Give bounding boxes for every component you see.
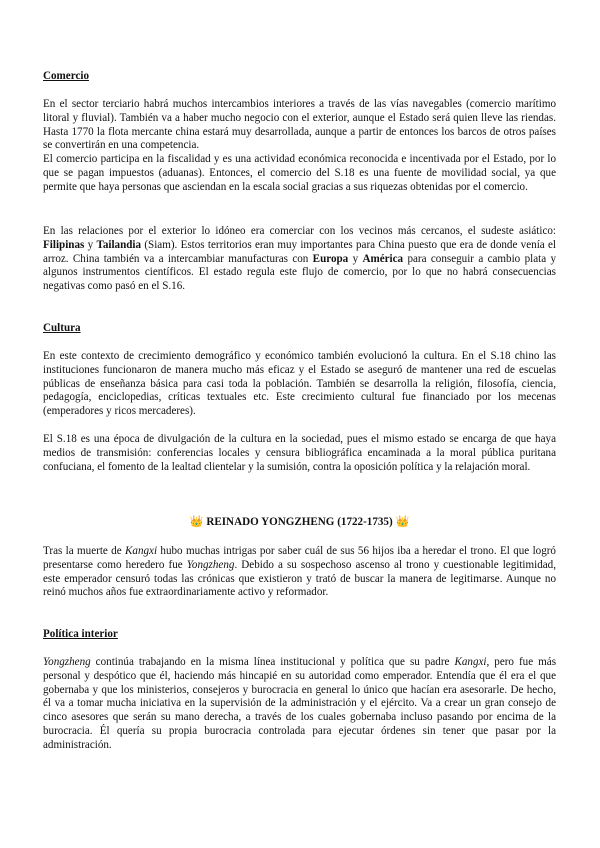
section-cultura-p2: [43, 433, 556, 474]
italic-name: Yongzheng: [186, 558, 235, 571]
paragraph: [43, 225, 556, 294]
section-comercio-relaciones: [43, 225, 556, 294]
italic-name: Kangxi: [125, 545, 158, 557]
section-comercio-body: [43, 98, 556, 195]
paragraph: [43, 656, 556, 753]
paragraph: El S.18 es una época de divulgación de la cultura en la sociedad, pues el mismo estado se encarga de que haya medios de transmisión: conferencias locales y censura bibliográfica encaminada a la moral pública puritana confuciana, el fomento de la lealtad clientelar y la sumisión, contra la oposición política y la relajación moral.: [43, 433, 556, 473]
paragraph: [43, 545, 556, 600]
section-politica-body: [43, 656, 556, 753]
paragraph: El comercio participa en la fiscalidad y es una actividad económica reconocida e incentivada por el Estado, por lo que se pagan impuestos (aduanas). Entonces, el comercio del S.18 es una fuente de movilidad social, ya que permite que haya personas que asciendan en la escala social gracias a sus riquezas obtenidas por el comercio.: [43, 153, 556, 193]
italic-name: Yongzheng: [43, 656, 91, 668]
text-run: continúa trabajando en la misma línea institucional y política que su padre: [90, 656, 455, 668]
text-run: y: [348, 252, 363, 265]
text-run: En las relaciones por el exterior lo idóneo era comerciar con los vecinos más cercanos, el sudeste asiático:: [43, 225, 556, 237]
bold-text: América: [362, 252, 404, 265]
bold-text: Tailandia: [96, 238, 142, 251]
text-run: , pero fue más personal y despótico que él, haciendo más hincapié en su autoridad como emperador. Entendía que él era el que gobernaba y que los ministerios, consejeros y burocracia en general lo único que hacían era asesorarle. De hecho, él va a tomar mucha iniciativa en la supervisión de la administración y el ejército. Va a crear un gran consejo de cinco asesores que serán su mano derecha, a través de los cuales gobernaba incluso pasando por encima de la burocracia. Él quería su propia burocracia controlada para ejecutar órdenes sin tener que pasar por la administración.: [43, 656, 557, 751]
section-cultura-p1: [43, 350, 556, 419]
bold-text: Filipinas: [43, 238, 85, 251]
text-run: . Debido a su sospechoso ascenso al trono y cuestionable legitimidad, este emperador censuró todas las crónicas que existieron y trató de buscar la manera de legitimarse. Aunque no reinó muchos años fue extraordinariamente activo y reformador.: [43, 558, 556, 599]
reinado-title: [43, 516, 556, 530]
text-run: Tras la muerte de: [43, 545, 126, 557]
text-run: (Siam). Estos territorios eran muy importantes para China puesto que era de donde venía el arroz. China también va a intercambiar manufacturas con: [43, 238, 556, 265]
section-reinado-body: [43, 545, 556, 600]
bold-text: Europa: [312, 252, 349, 265]
text-run: hubo muchas intrigas por saber cuál de sus 56 hijos iba a heredar el trono. El que logró presentarse como heredero fue: [43, 545, 556, 571]
text-run: y: [84, 238, 97, 251]
reinado-title-text: REINADO YONGZHENG (1722-1735): [206, 516, 393, 528]
text-run: para conseguir a cambio plata y algunos instrumentos científicos. El estado regula este flujo de comercio, por lo que no habrá consecuencias negativas como pasó en el S.16.: [43, 252, 557, 293]
italic-name: Kangxi: [454, 656, 487, 668]
section-heading-cultura: Cultura: [43, 322, 81, 334]
paragraph: En el sector terciario habrá muchos intercambios interiores a través de las vías navegables (comercio marítimo litoral y fluvial). También va a haber mucho negocio con el exterior, aunque el Estado será quien lleve las riendas. Hasta 1770 la flota mercante china estará muy desarrollada, aunque a partir de entonces los barcos de otros países se convertirán en una competencia.: [43, 98, 556, 152]
paragraph: En este contexto de crecimiento demográfico y económico también evolucionó la cultura. En el S.18 chino las instituciones funcionaron de manera mucho más eficaz y el Estado se aseguró de mantener una red de escuelas públicas de enseñanza básica para casi toda la población. También se desarrolla la religión, filosofía, ciencia, pedagogía, enciclopedias, críticas textuales etc. Este crecimiento cultural fue financiado por los mecenas (emperadores y ricos mercaderes).: [43, 350, 556, 418]
crown-icon: 👑: [189, 516, 204, 528]
section-heading-comercio: Comercio: [43, 70, 89, 82]
crown-icon: 👑: [395, 516, 410, 528]
section-heading-politica: Política interior: [43, 628, 118, 640]
